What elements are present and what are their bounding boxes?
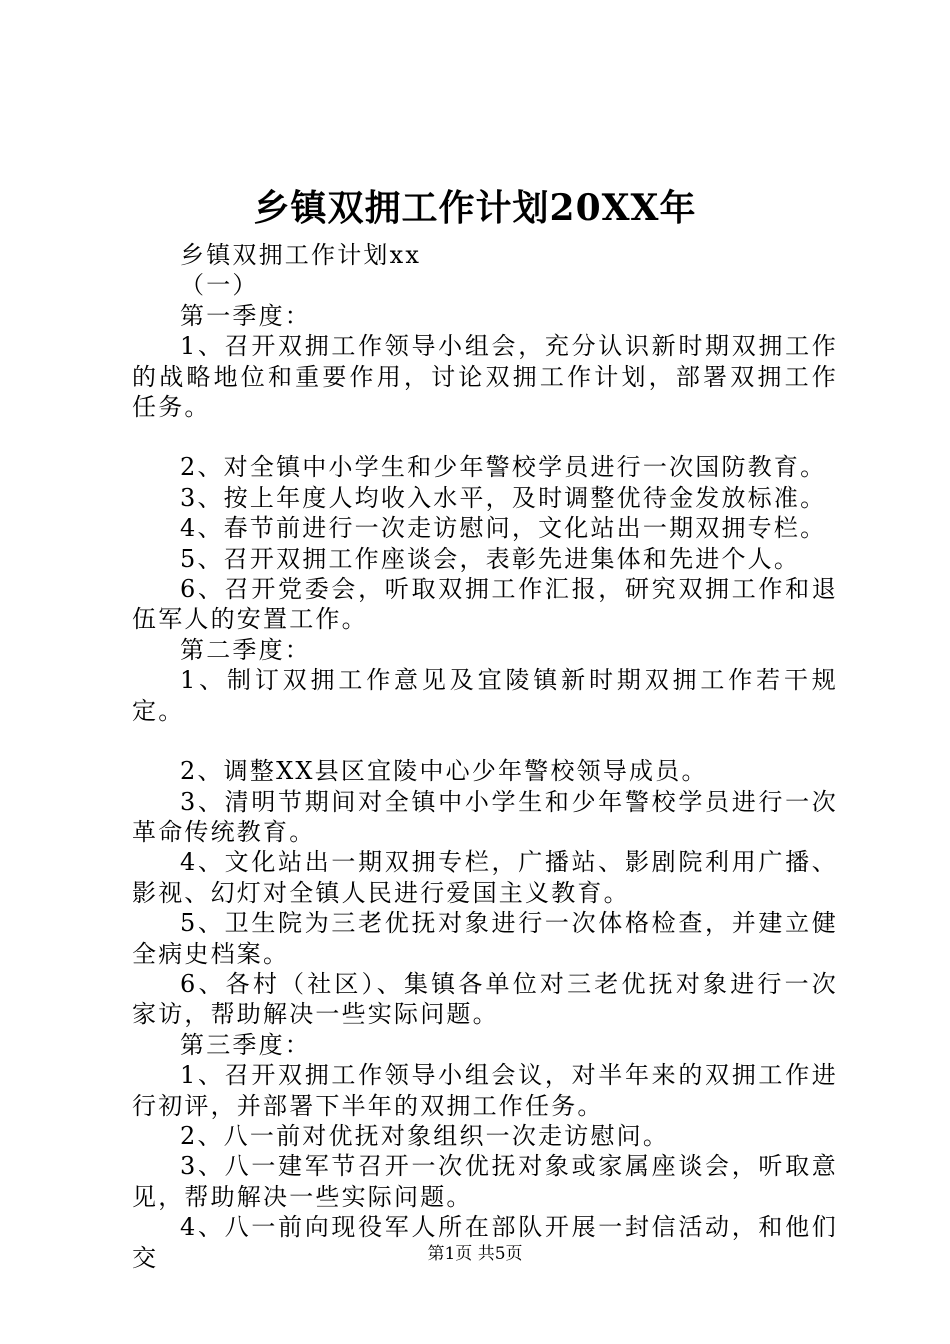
paragraph-q2-item-2: 2、调整XX县区宜陵中心少年警校领导成员。 (180, 757, 708, 786)
paragraph-q2-item-1: 1、制订双拥工作意见及宜陵镇新时期双拥工作若干规定。 (132, 666, 838, 725)
heading-quarter-2: 第二季度： (180, 635, 311, 664)
paragraph-q3-item-1: 1、召开双拥工作领导小组会议，对半年来的双拥工作进行初评，并部署下半年的双拥工作任务。 (132, 1061, 838, 1120)
heading-quarter-1: 第一季度： (180, 301, 311, 330)
paragraph-q2-item-5: 5、卫生院为三老优抚对象进行一次体格检查，并建立健全病史档案。 (132, 909, 838, 968)
paragraph-q3-item-3: 3、八一建军节召开一次优抚对象或家属座谈会，听取意见，帮助解决一些实际问题。 (132, 1152, 838, 1211)
paragraph-q1-item-4: 4、春节前进行一次走访慰问，文化站出一期双拥专栏。 (180, 514, 827, 543)
paragraph-q3-item-4: 4、八一前向现役军人所在部队开展一封信活动，和他们交 (132, 1213, 838, 1272)
page-footer: 第1页 共5页 (427, 1244, 523, 1264)
paragraph-q1-item-6: 6、召开党委会，听取双拥工作汇报，研究双拥工作和退伍军人的安置工作。 (132, 575, 838, 634)
paragraph-q2-item-3: 3、清明节期间对全镇中小学生和少年警校学员进行一次革命传统教育。 (132, 787, 838, 846)
paragraph-q2-item-4: 4、文化站出一期双拥专栏，广播站、影剧院利用广播、影视、幻灯对全镇人民进行爱国主义教育。 (132, 848, 838, 907)
paragraph-section-number: （一） (180, 271, 259, 300)
paragraph-q1-item-1: 1、召开双拥工作领导小组会，充分认识新时期双拥工作的战略地位和重要作用，讨论双拥工作计划，部署双拥工作任务。 (132, 332, 838, 422)
document-body (132, 240, 838, 1273)
paragraph-q2-item-6: 6、各村（社区）、集镇各单位对三老优抚对象进行一次家访，帮助解决一些实际问题。 (132, 969, 838, 1029)
paragraph-subtitle: 乡镇双拥工作计划xx (180, 241, 422, 269)
page-title: 乡镇双拥工作计划20XX年 (253, 187, 697, 229)
paragraph-q1-item-3: 3、按上年度人均收入水平，及时调整优待金发放标准。 (180, 483, 827, 512)
heading-quarter-3: 第三季度： (180, 1030, 311, 1059)
paragraph-q1-item-5: 5、召开双拥工作座谈会，表彰先进集体和先进个人。 (180, 544, 801, 573)
paragraph-q3-item-2: 2、八一前对优抚对象组织一次走访慰问。 (180, 1121, 670, 1150)
paragraph-q1-item-2: 2、对全镇中小学生和少年警校学员进行一次国防教育。 (180, 453, 827, 482)
